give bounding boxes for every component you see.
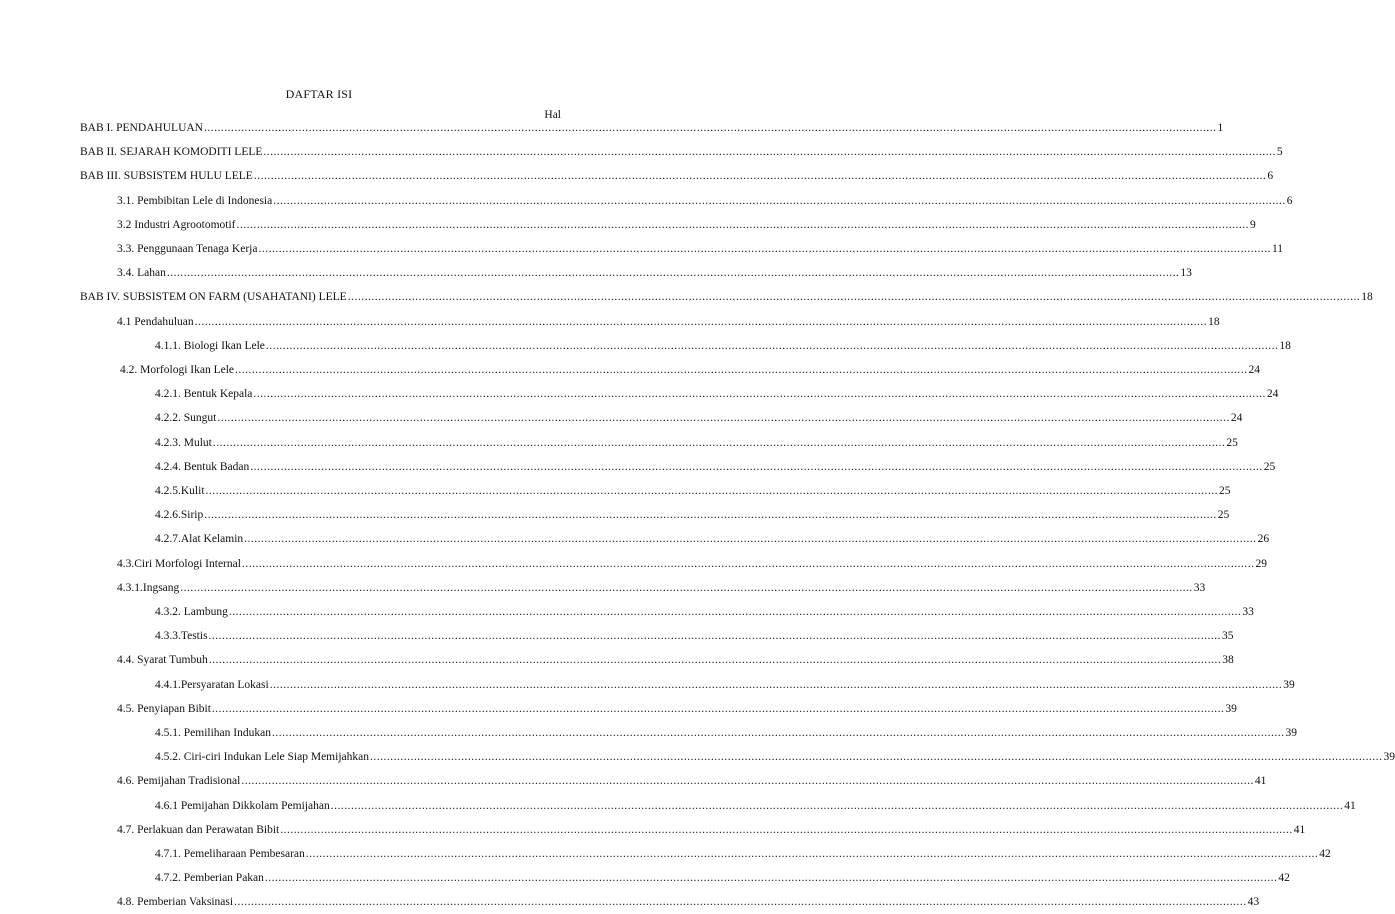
toc-leader-dots: ............................................................................................................................................................................................................................................................................................................ xyxy=(330,799,1344,812)
toc-entry-page: 39 xyxy=(1283,678,1295,691)
toc-leader-dots: ............................................................................................................................................................................................................................................................................................................ xyxy=(369,751,1383,764)
toc-entry-label: 4.2.2. Sungut xyxy=(155,412,217,425)
toc-entry xyxy=(155,412,1243,430)
toc-entry-label: 4.2. Morfologi Ikan Lele xyxy=(120,364,235,376)
toc-entry-label: 4.7.1. Pemeliharaan Pembesaran xyxy=(155,848,305,860)
toc-entry-page: 41 xyxy=(1344,799,1356,812)
toc-entry-label: 4.5. Penyiapan Bibit xyxy=(117,702,211,715)
toc-entry xyxy=(155,436,1238,455)
toc-leader-dots: ............................................................................................................................................................................................................................................................................................................ xyxy=(180,581,1193,594)
toc-leader-dots: ............................................................................................................................................................................................................................................................................................................ xyxy=(166,267,1180,280)
toc-leader-dots: ............................................................................................................................................................................................................................................................................................................ xyxy=(217,412,1230,425)
toc-entry-label: 4.2.5.Kulit xyxy=(155,485,205,497)
toc-entry xyxy=(117,267,1192,285)
toc-entry-label: 4.2.7.Alat Kelamin xyxy=(155,533,244,546)
toc-entry-label: 4.4.1.Persyaratan Lokasi xyxy=(155,678,269,691)
toc-entry-label: BAB I. PENDAHULUAN xyxy=(80,122,203,134)
toc-entry xyxy=(117,775,1267,793)
toc-entry-label: 4.3.Ciri Morfologi Internal xyxy=(117,557,241,570)
toc-leader-dots: ............................................................................................................................................................................................................................................................................................................ xyxy=(263,146,1276,159)
toc-entry-page: 6 xyxy=(1286,194,1293,207)
toc-entry-label: BAB IV. SUBSISTEM ON FARM (USAHATANI) LELE xyxy=(80,291,347,304)
toc-entry xyxy=(80,291,1373,309)
toc-entry-label: 4.4. Syarat Tumbuh xyxy=(117,654,208,667)
toc-entry-page: 24 xyxy=(1230,412,1243,425)
toc-leader-dots: ............................................................................................................................................................................................................................................................................................................ xyxy=(264,872,1278,885)
toc-entry-label: 4.1 Pendahuluan xyxy=(117,315,194,328)
toc-entry xyxy=(155,509,1230,527)
toc-entry-page: 33 xyxy=(1242,606,1254,618)
toc-entry-page: 6 xyxy=(1267,170,1274,183)
toc-entry-label: 3.1. Pembibitan Lele di Indonesia xyxy=(117,194,273,207)
toc-entry xyxy=(155,630,1234,648)
toc-entry-label: 4.3.2. Lambung xyxy=(155,606,228,618)
toc-entry xyxy=(155,460,1276,479)
toc-entry xyxy=(117,702,1237,721)
toc-entry xyxy=(155,848,1331,866)
toc-leader-dots: ............................................................................................................................................................................................................................................................................................................ xyxy=(265,339,1279,352)
toc-leader-dots: ............................................................................................................................................................................................................................................................................................................ xyxy=(234,896,1247,909)
toc-entry xyxy=(117,654,1234,672)
toc-leader-dots: ............................................................................................................................................................................................................................................................................................................ xyxy=(347,291,1361,304)
toc-entry-page: 42 xyxy=(1278,872,1290,885)
toc-leader-dots: ............................................................................................................................................................................................................................................................................................................ xyxy=(244,533,1257,546)
toc-leader-dots: ............................................................................................................................................................................................................................................................................................................ xyxy=(204,122,1217,134)
toc-leader-dots: ............................................................................................................................................................................................................................................................................................................ xyxy=(250,460,1263,473)
toc-entry-page: 35 xyxy=(1222,630,1234,643)
toc-entry xyxy=(155,678,1295,697)
toc-entry xyxy=(117,194,1293,213)
toc-entry-label: 4.6. Pemijahan Tradisional xyxy=(117,775,241,788)
toc-entry-page: 33 xyxy=(1193,581,1206,594)
toc-leader-dots: ............................................................................................................................................................................................................................................................................................................ xyxy=(211,702,1225,715)
toc-entry-label: 4.5.1. Pemilihan Indukan xyxy=(155,727,271,739)
toc-entry xyxy=(117,243,1284,261)
toc-entry-page: 18 xyxy=(1361,291,1373,304)
toc-leader-dots: ............................................................................................................................................................................................................................................................................................................ xyxy=(241,557,1255,570)
toc-entry-page: 25 xyxy=(1263,460,1276,473)
toc-entry-label: 3.2 Industri Agrootomotif xyxy=(117,218,236,231)
toc-entry-page: 24 xyxy=(1266,388,1279,401)
toc-entry-label: 4.3.1.Ingsang xyxy=(117,581,180,594)
toc-entry-label: 4.1.1. Biologi Ikan Lele xyxy=(155,339,265,352)
page-column-label: Hal xyxy=(544,109,561,121)
toc-entry-page: 39 xyxy=(1383,751,1395,764)
toc-entry xyxy=(155,727,1297,745)
toc-entry-page: 41 xyxy=(1254,775,1267,788)
toc-leader-dots: ............................................................................................................................................................................................................................................................................................................ xyxy=(194,315,1208,328)
toc-entry xyxy=(117,218,1256,237)
toc-entry-page: 25 xyxy=(1217,509,1230,522)
toc-entry xyxy=(155,799,1356,818)
toc-entry-label: BAB II. SEJARAH KOMODITI LELE xyxy=(80,146,263,159)
toc-entry xyxy=(80,122,1224,140)
toc-leader-dots: ............................................................................................................................................................................................................................................................................................................ xyxy=(212,436,1226,449)
toc-leader-dots: ............................................................................................................................................................................................................................................................................................................ xyxy=(253,388,1266,401)
toc-entry-page: 13 xyxy=(1180,267,1192,280)
toc-entry-page: 18 xyxy=(1208,315,1220,328)
toc-leader-dots: ............................................................................................................................................................................................................................................................................................................ xyxy=(208,654,1222,667)
toc-leader-dots: ............................................................................................................................................................................................................................................................................................................ xyxy=(269,678,1283,691)
toc-entry-label: 4.6.1 Pemijahan Dikkolam Pemijahan xyxy=(155,799,330,812)
toc-leader-dots: ............................................................................................................................................................................................................................................................................................................ xyxy=(205,485,1219,497)
toc-leader-dots: ............................................................................................................................................................................................................................................................................................................ xyxy=(236,218,1250,231)
toc-entry xyxy=(80,170,1274,188)
toc-entry xyxy=(155,606,1254,624)
toc-leader-dots: ............................................................................................................................................................................................................................................................................................................ xyxy=(273,194,1286,207)
toc-leader-dots: ............................................................................................................................................................................................................................................................................................................ xyxy=(280,823,1293,836)
toc-entry-label: 4.7. Perlakuan dan Perawatan Bibit xyxy=(117,823,280,836)
toc-entry xyxy=(155,872,1290,890)
toc-leader-dots: ............................................................................................................................................................................................................................................................................................................ xyxy=(258,243,1271,255)
toc-leader-dots: ............................................................................................................................................................................................................................................................................................................ xyxy=(305,848,1319,860)
toc-entry-page: 41 xyxy=(1293,823,1306,836)
toc-entry-page: 39 xyxy=(1225,702,1237,715)
toc-leader-dots: ............................................................................................................................................................................................................................................................................................................ xyxy=(241,775,1254,788)
toc-entry-page: 24 xyxy=(1248,364,1261,376)
toc-entry xyxy=(117,557,1267,576)
toc-entry-label: 3.4. Lahan xyxy=(117,267,166,280)
toc-entry-page: 9 xyxy=(1250,218,1256,231)
toc-entry xyxy=(117,581,1206,600)
toc-entry-label: BAB III. SUBSISTEM HULU LELE xyxy=(80,170,253,183)
toc-entry-label: 3.3. Penggunaan Tenaga Kerja xyxy=(117,243,258,255)
toc-entry-label: 4.2.1. Bentuk Kepala xyxy=(155,388,253,401)
toc-entry xyxy=(155,339,1291,358)
toc-entry-label: 4.5.2. Ciri-ciri Indukan Lele Siap Memijahkan xyxy=(155,751,369,764)
toc-entry-page: 11 xyxy=(1271,243,1284,255)
toc-entry-page: 18 xyxy=(1279,339,1291,352)
toc-entry-page: 42 xyxy=(1319,848,1331,860)
toc-entry xyxy=(117,896,1260,914)
toc-leader-dots: ............................................................................................................................................................................................................................................................................................................ xyxy=(235,364,1248,376)
toc-entry-page: 38 xyxy=(1222,654,1234,667)
toc-entry xyxy=(155,751,1395,769)
toc-entry-page: 1 xyxy=(1217,122,1224,134)
toc-entry-page: 26 xyxy=(1257,533,1270,546)
toc-entry-page: 5 xyxy=(1276,146,1283,159)
toc-entry-page: 43 xyxy=(1247,896,1260,909)
page-title: DAFTAR ISI xyxy=(285,87,353,101)
toc-entry-page: 25 xyxy=(1226,436,1238,449)
toc-entry-label: 4.2.4. Bentuk Badan xyxy=(155,460,250,473)
toc-entry xyxy=(155,388,1279,406)
toc-entry-page: 29 xyxy=(1255,557,1267,570)
toc-entry-label: 4.2.6.Sirip xyxy=(155,509,204,522)
toc-leader-dots: ............................................................................................................................................................................................................................................................................................................ xyxy=(271,727,1285,739)
toc-entry-label: 4.7.2. Pemberian Pakan xyxy=(155,872,264,885)
toc-entry-page: 25 xyxy=(1219,485,1231,497)
toc-entry-page: 39 xyxy=(1285,727,1297,739)
toc-entry-label: 4.8. Pemberian Vaksinasi xyxy=(117,896,234,909)
toc-leader-dots: ............................................................................................................................................................................................................................................................................................................ xyxy=(228,606,1242,618)
toc-entry xyxy=(155,533,1270,551)
toc-leader-dots: ............................................................................................................................................................................................................................................................................................................ xyxy=(208,630,1222,643)
toc-leader-dots: ............................................................................................................................................................................................................................................................................................................ xyxy=(253,170,1267,183)
toc-entry xyxy=(120,364,1261,382)
toc-entry xyxy=(117,315,1220,334)
toc-entry-label: 4.2.3. Mulut xyxy=(155,436,212,449)
toc-entry xyxy=(80,146,1283,164)
toc-entry-label: 4.3.3.Testis xyxy=(155,630,208,643)
toc-leader-dots: ............................................................................................................................................................................................................................................................................................................ xyxy=(204,509,1217,522)
toc-entry xyxy=(155,485,1231,503)
toc-entry xyxy=(117,823,1306,842)
